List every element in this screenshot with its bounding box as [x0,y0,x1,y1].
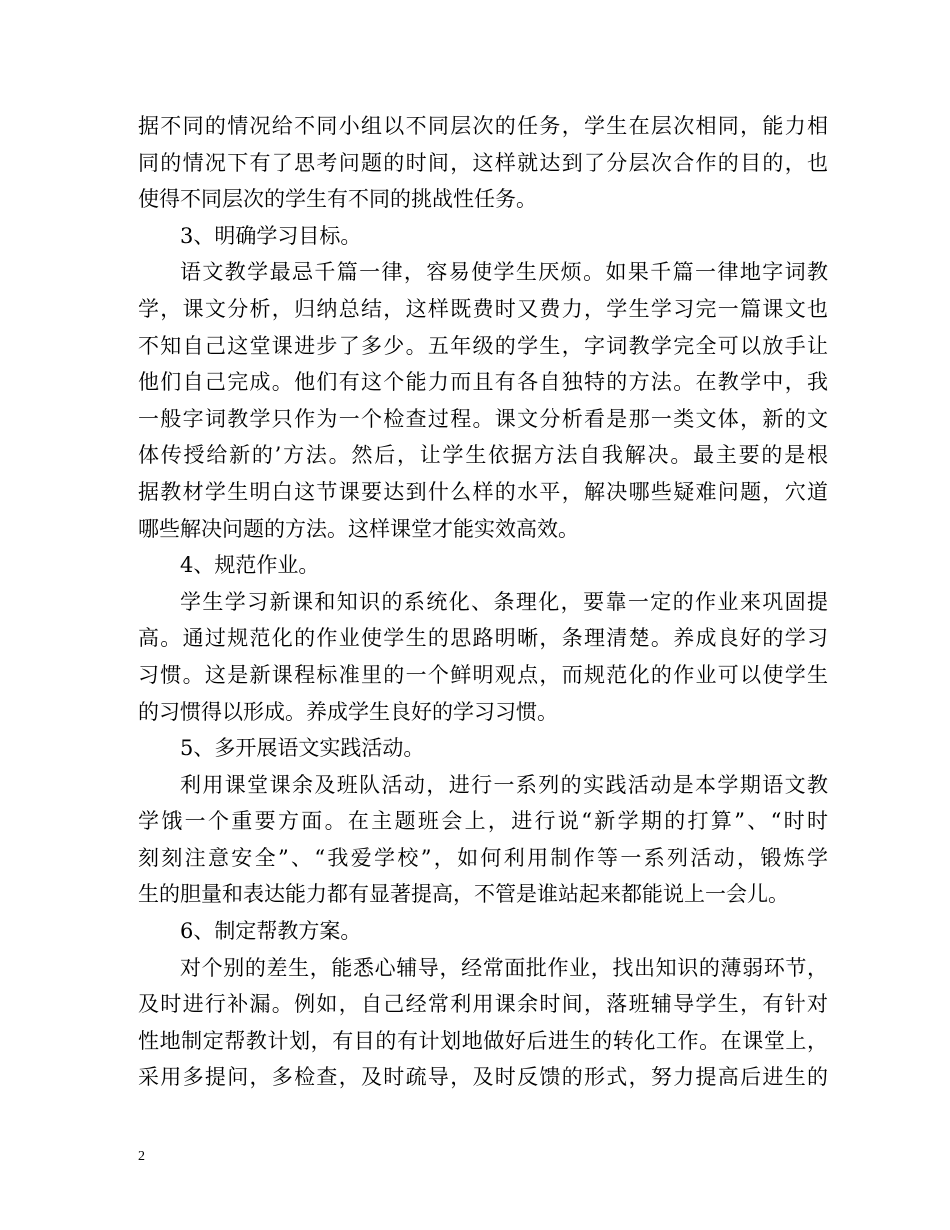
text-line: 不知自己这堂课进步了多少。五年级的学生，字词教学完全可以放手让 [138,333,828,358]
text-line: 他们自己完成。他们有这个能力而且有各自独特的方法。在教学中，我 [138,370,828,395]
paragraph [138,950,828,1096]
text-line: 5、多开展语文实践活动。 [180,736,425,761]
text-line: 使得不同层次的学生有不同的挑战性任务。 [138,187,537,212]
text-line: 一般字词教学只作为一个检查过程。课文分析看是那一类文体，新的文 [138,406,828,431]
section-heading [138,730,828,767]
section-heading [138,547,828,584]
text-line: 4、规范作业。 [180,553,320,578]
paragraph [138,254,828,547]
paragraph [138,767,828,913]
text-line: 习惯。这是新课程标准里的一个鲜明观点，而规范化的作业可以使学生 [138,662,828,687]
paragraph [138,584,828,730]
text-line: 6、制定帮教方案。 [180,919,362,944]
paragraph [138,108,828,218]
text-line: 据教材学生明白这节课要达到什么样的水平，解决哪些疑难问题，穴道 [138,479,828,504]
text-line: 3、明确学习目标。 [180,223,362,248]
text-line: 语文教学最忌千篇一律，容易使学生厌烦。如果千篇一律地字词教 [180,260,828,285]
text-line: 学生学习新课和知识的系统化、条理化，要靠一定的作业来巩固提 [180,589,828,614]
page-number: 2 [138,1149,145,1164]
text-line: 刻刻注意安全”、“我爱学校”，如何利用制作等一系列活动，锻炼学 [138,845,828,870]
text-line: 学饿一个重要方面。在主题班会上，进行说“新学期的打算”、“时时 [138,809,828,834]
text-line: 的习惯得以形成。养成学生良好的学习习惯。 [138,699,558,724]
text-line: 生的胆量和表达能力都有显著提高，不管是谁站起来都能说上一会儿。 [138,882,789,907]
text-line: 性地制定帮教计划，有目的有计划地做好后进生的转化工作。在课堂上， [138,1028,828,1053]
text-line: 对个别的差生，能悉心辅导，经常面批作业，找出知识的薄弱环节， [180,955,828,980]
document-body [138,108,828,1096]
text-line: 采用多提问，多检查，及时疏导，及时反馈的形式，努力提高后进生的 [138,1065,828,1090]
text-line: 及时进行补漏。例如，自己经常利用课余时间，落班辅导学生，有针对 [138,992,828,1017]
text-line: 据不同的情况给不同小组以不同层次的任务，学生在层次相同，能力相 [138,114,828,138]
text-line: 高。通过规范化的作业使学生的思路明晰，条理清楚。养成良好的学习 [138,626,828,651]
text-line: 同的情况下有了思考问题的时间，这样就达到了分层次合作的目的，也 [138,150,828,175]
text-line: 哪些解决问题的方法。这样课堂才能实效高效。 [138,516,579,541]
text-line: 学，课文分析，归纳总结，这样既费时又费力，学生学习完一篇课文也 [138,296,828,321]
section-heading [138,913,828,950]
section-heading [138,218,828,255]
text-line: 利用课堂课余及班队活动，进行一系列的实践活动是本学期语文教 [180,772,828,797]
text-line: 体传授给新的’方法。然后，让学生依据方法自我解决。最主要的是根 [138,443,828,468]
